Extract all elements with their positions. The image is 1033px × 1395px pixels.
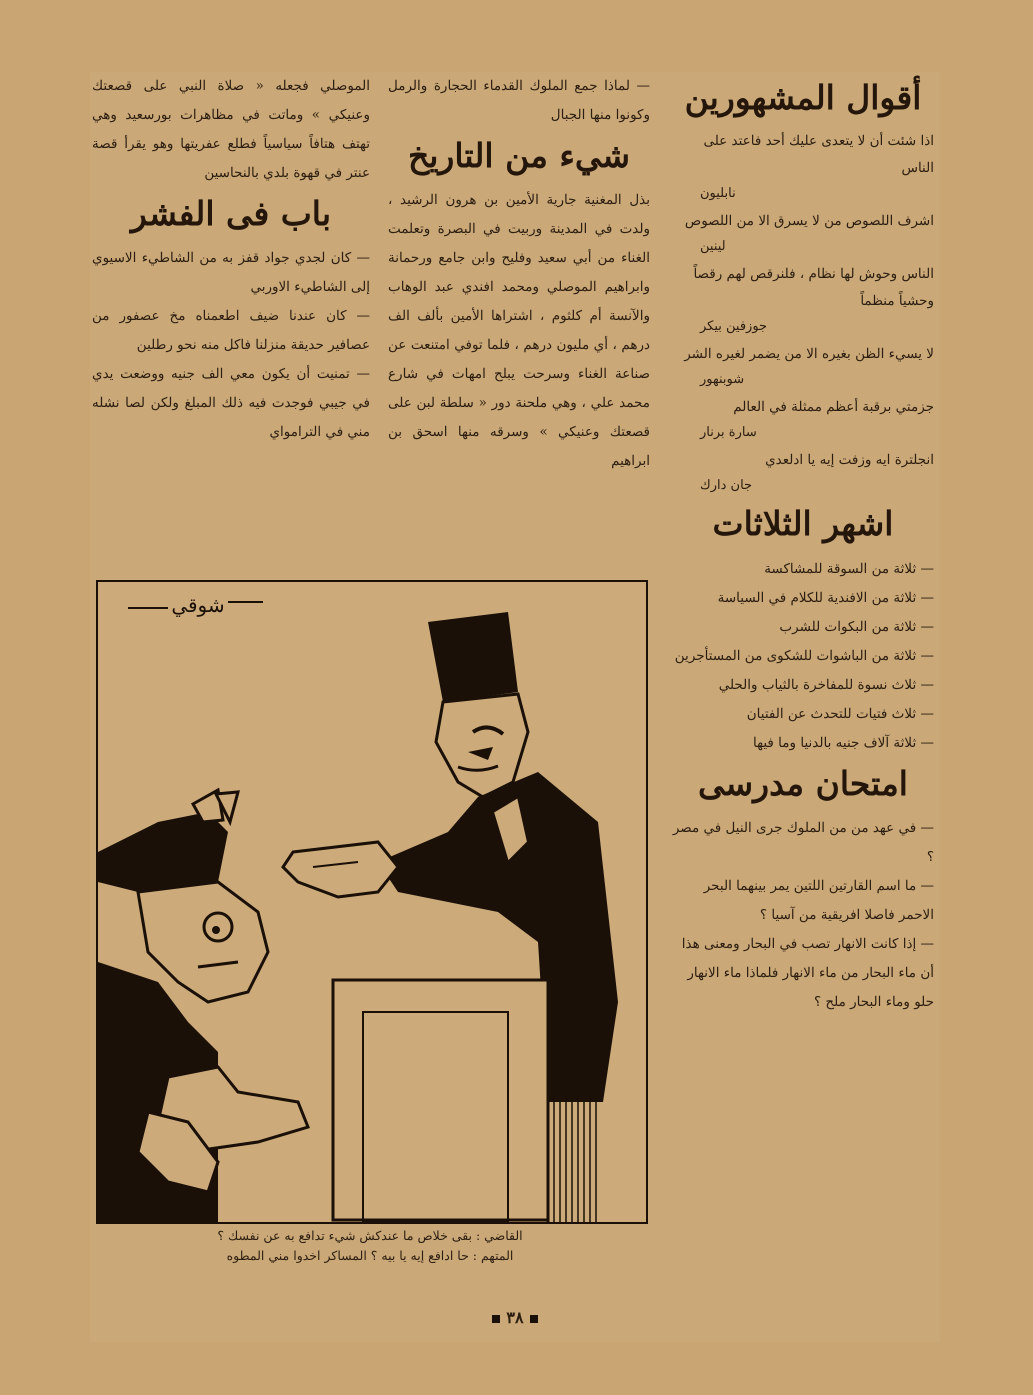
bluff-heading: باب فى الفشر bbox=[130, 194, 332, 233]
quote-author: جان دارك bbox=[700, 478, 753, 494]
list-item: — ثلاثة من الباشوات للشكوى من المستأجرين bbox=[674, 647, 934, 664]
quote-text: جزمتي برقبة أعظم ممثلة في العالم bbox=[733, 399, 934, 416]
quote-text: انجلترة ايه وزفت إيه يا ادلعدي bbox=[765, 452, 934, 469]
magazine-page bbox=[90, 72, 940, 1342]
threes-heading: اشهر الثلاثات bbox=[712, 504, 894, 544]
quote-text: اشرف اللصوص من لا يسرق الا من اللصوص bbox=[684, 213, 934, 230]
middle-top-text: — لماذا جمع الملوك القدماء الحجارة والرمل وكونوا منها الجبال bbox=[388, 78, 650, 123]
quote-author: لينين bbox=[700, 239, 726, 255]
cartoon-signature: شوقي bbox=[171, 593, 225, 617]
history-heading: شيء من التاريخ bbox=[407, 136, 631, 175]
square-ornament bbox=[492, 1315, 500, 1323]
bluff-item: — كان لجدي جواد قفز به من الشاطيء الاسيوي إلى الشاطيء الاوربي bbox=[92, 250, 370, 296]
history-text: بذل المغنية جارية الأمين بن هرون الرشيد ، ولدت في المدينة وربيت في البصرة وتعلمت الغناء من أبي سعيد وفليح وابن جامع ورحمانة وابراهيم الموصلي ومحمد افندي عبد الوهاب والآنسة أم كلثوم ، اشتراها الأمين بألف الف درهم ، أي مليون درهم ، فلما توفي امتنعت عن صناعة الغناء وسرحت يبلح امهات في شارع محمد علي ، وهي ملحنة دور « سلطة لبن على قصعتك وعنيكي » وسرقه منها اسحق بن ابراهيم bbox=[388, 192, 650, 470]
exam-question: — إذا كانت الانهار تصب في البحار ومعنى هذا أن ماء البحار من ماء الانهار فلماذا ماء الانهار حلو وماء البحار ملح ؟ bbox=[681, 935, 934, 1010]
list-item: — ثلاثة من السوقة للمشاكسة bbox=[764, 560, 934, 577]
exam-heading: امتحان مدرسى bbox=[698, 763, 908, 803]
quote-author: شوبنهور bbox=[700, 372, 745, 388]
exam-question: — في عهد من من الملوك جرى النيل في مصر ؟ bbox=[672, 819, 934, 865]
quotes-heading: أقوال المشهورين bbox=[684, 78, 922, 117]
quote-author: جوزفين بيكر bbox=[700, 319, 768, 335]
quote-author: نابليون bbox=[700, 186, 736, 202]
list-item: — ثلاثة آلاف جنيه بالدنيا وما فيها bbox=[753, 734, 934, 751]
quote-author: سارة برنار bbox=[700, 425, 757, 441]
quote-text: لا يسيء الظن بغيره الا من يضمر لغيره الشر bbox=[684, 346, 934, 363]
quote-text: اذا شئت أن لا يتعدى عليك أحد فاعتد على الناس bbox=[703, 133, 934, 177]
cartoon-drawing bbox=[98, 582, 646, 1222]
quote-text: الناس وحوش لها نظام ، فلنرقص لهم رقصاً وحشياً منظماً bbox=[693, 266, 934, 310]
left-column bbox=[92, 72, 370, 447]
cartoon-caption bbox=[96, 1226, 644, 1266]
bluff-item: — تمنيت أن يكون معي الف جنيه ووضعت يدي في جيبي فوجدت فيه ذلك المبلغ ولكن لصا نشله مني في الترامواي bbox=[92, 366, 370, 441]
exam-list bbox=[672, 814, 934, 1017]
left-top-text: الموصلي فجعله « صلاة النبي على قصعتك وعنيكي » وماتت في مظاهرات بورسعيد وهي تهتف هتافاً سياسياً فطلع عفريتها وهو يقرأ قصة عنتر في قهوة بلدي بالنحاسين bbox=[92, 78, 370, 181]
list-item: — ثلاث فتيات للتحدث عن الفتيان bbox=[746, 705, 934, 722]
quotes-list bbox=[672, 128, 934, 498]
list-item: — ثلاثة من الافندية للكلام في السياسة bbox=[717, 589, 934, 606]
cartoon-illustration bbox=[96, 580, 648, 1224]
threes-list bbox=[672, 555, 934, 758]
middle-column bbox=[388, 72, 650, 476]
right-column bbox=[672, 72, 934, 1342]
page-number bbox=[90, 1308, 940, 1327]
list-item: — ثلاث نسوة للمفاخرة بالثياب والحلي bbox=[718, 676, 934, 693]
square-ornament bbox=[530, 1315, 538, 1323]
caption-defendant: المتهم : حا ادافع إيه يا بيه ؟ المساكر اخدوا مني المطوه bbox=[226, 1248, 514, 1263]
caption-judge: القاضي : بقى خلاص ما عندكش شيء تدافع به عن نفسك ؟ bbox=[217, 1228, 523, 1243]
exam-question: — ما اسم القارتين اللتين يمر بينهما البحر الاحمر فاصلا افريقية من آسيا ؟ bbox=[703, 877, 934, 923]
page-number-text: ٣٨ bbox=[506, 1308, 524, 1327]
list-item: — ثلاثة من البكوات للشرب bbox=[779, 618, 934, 635]
bluff-item: — كان عندنا ضيف اطعمناه مخ عصفور من عصافير حديقة منزلنا فاكل منه نحو رطلين bbox=[92, 308, 370, 354]
